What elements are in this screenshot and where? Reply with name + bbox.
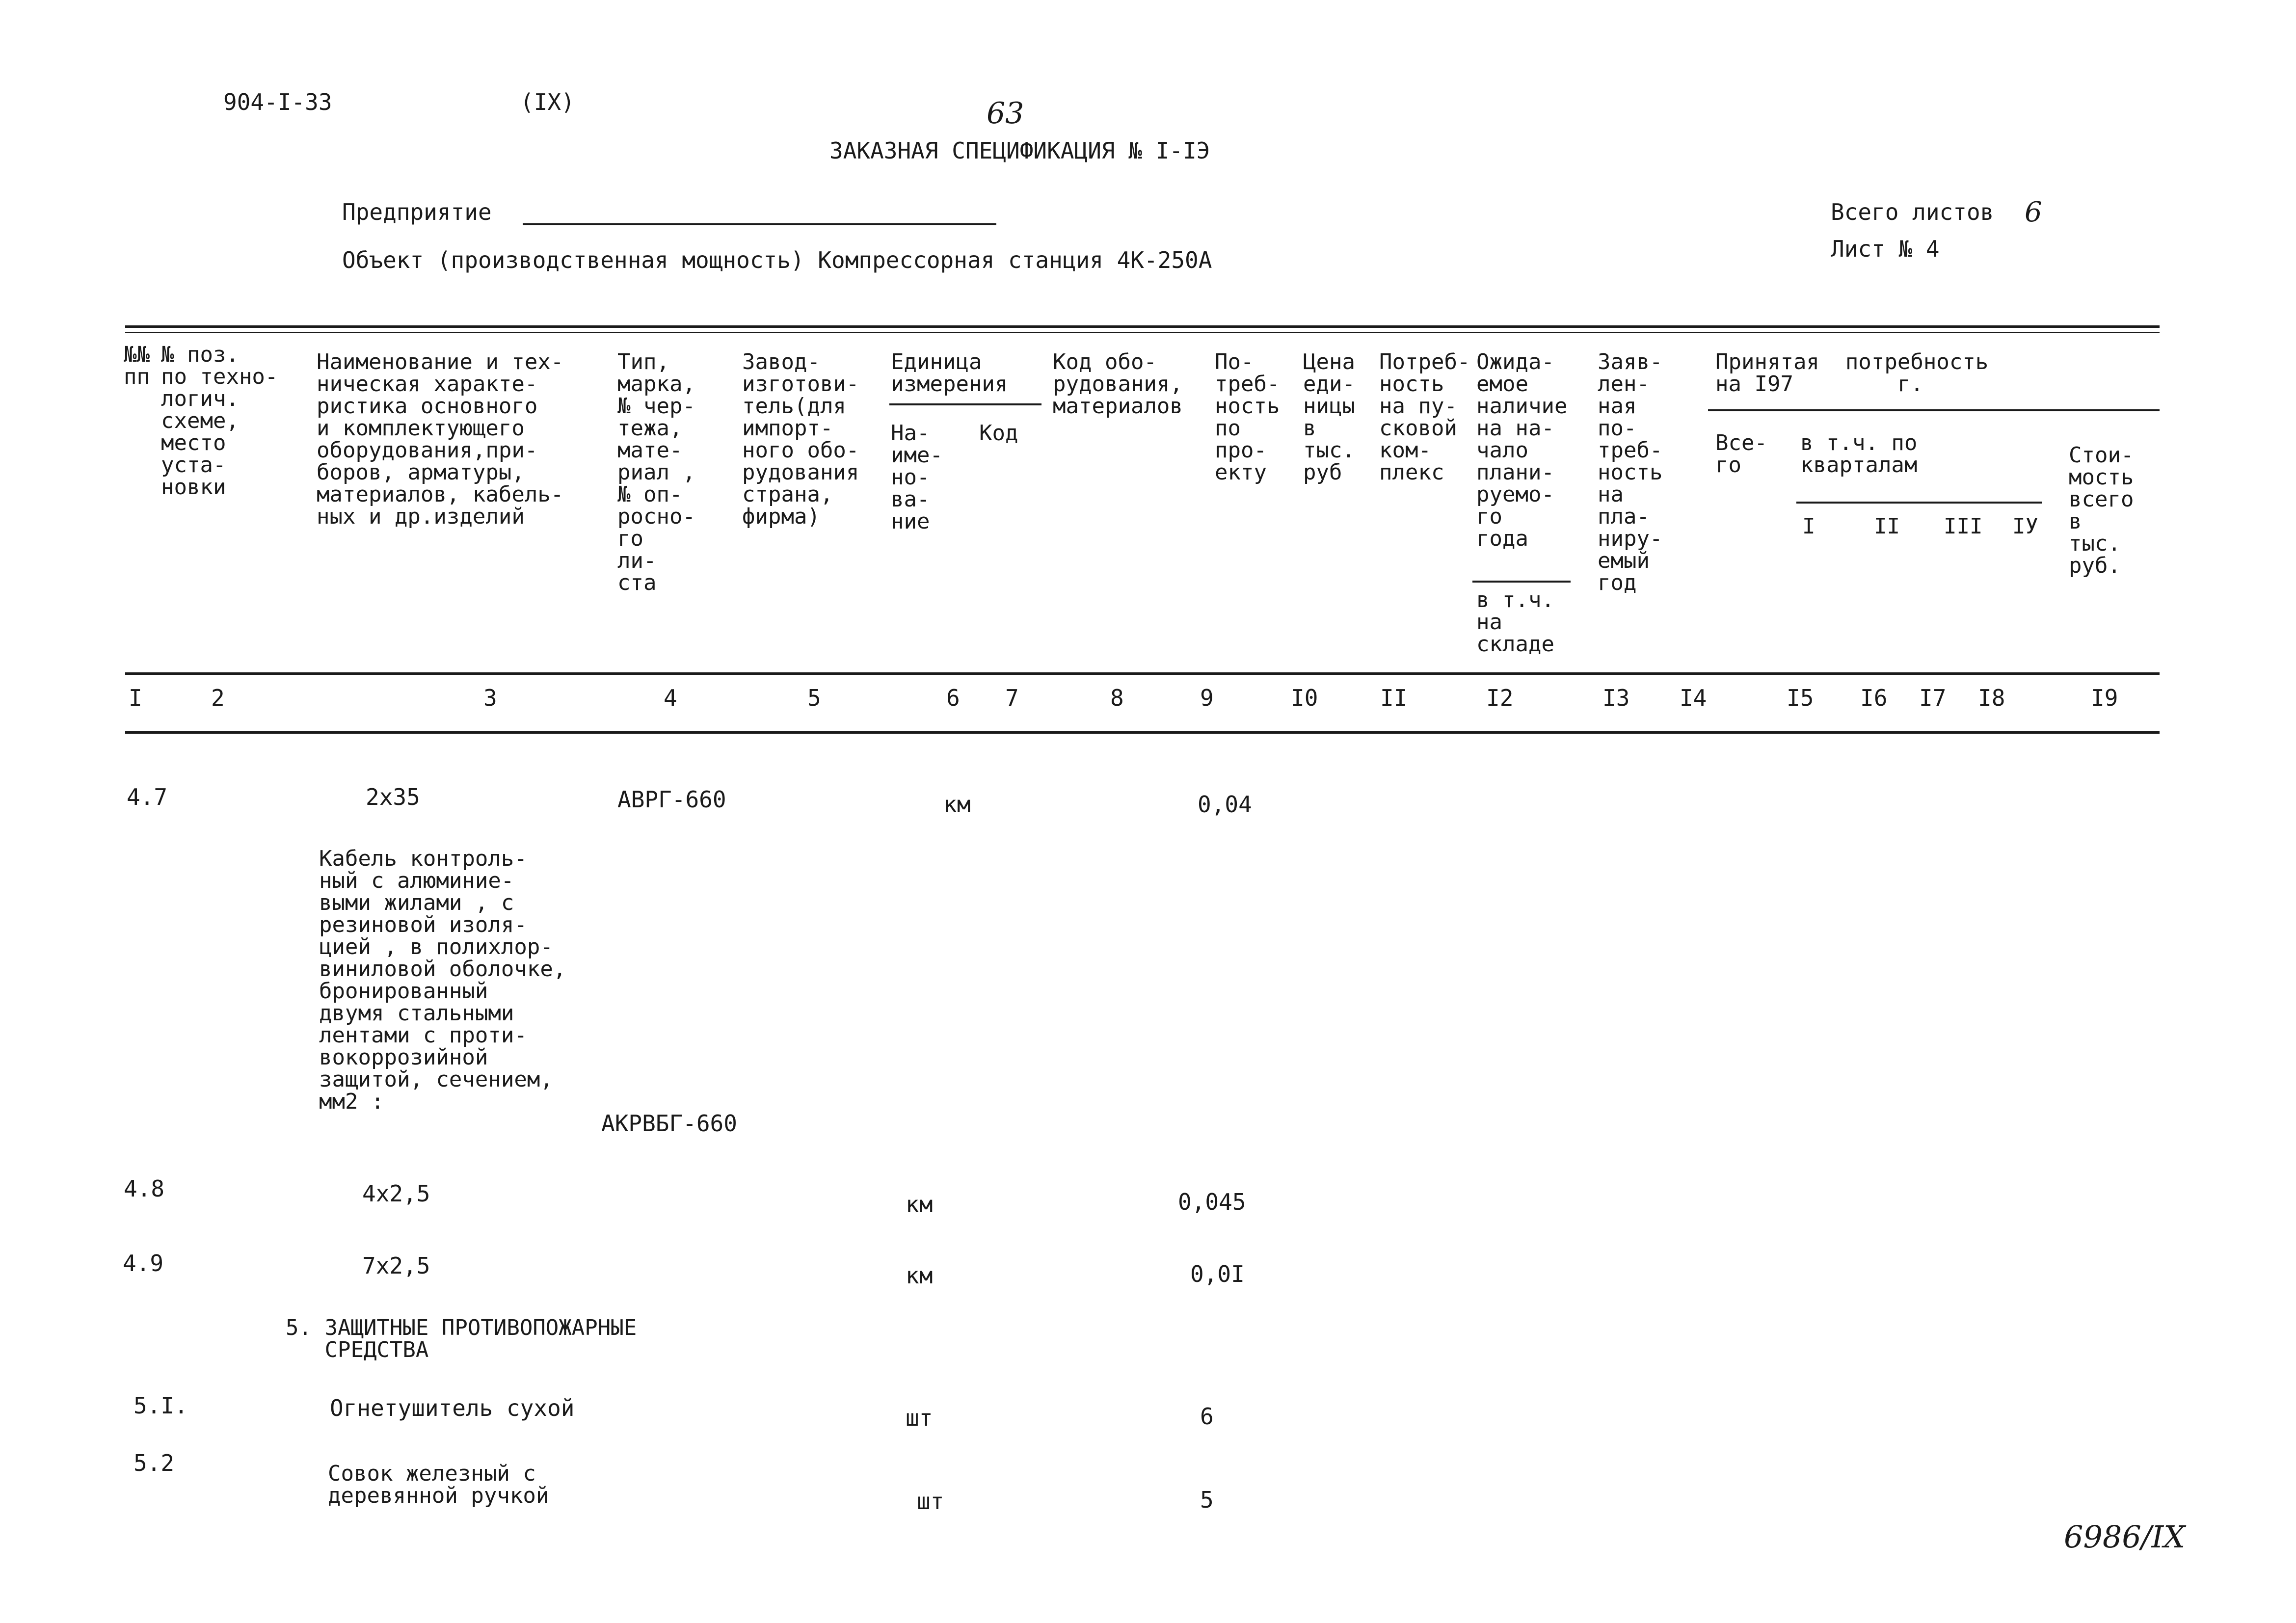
header-col-19: Стои- мость всего в тыс. руб. — [2069, 443, 2134, 578]
table-top-rule-2 — [125, 332, 2160, 333]
section-heading: 5. ЗАЩИТНЫЕ ПРОТИВОПОЖАРНЫЕ СРЕДСТВА — [286, 1315, 637, 1362]
document-part: (IX) — [520, 89, 575, 115]
quarter-4: IУ — [2012, 514, 2038, 539]
col-number: 4 — [664, 685, 677, 711]
header-col-10: Цена еди- ницы в тыс. руб — [1303, 349, 1355, 485]
row-unit: км — [943, 791, 971, 818]
row-unit: шт — [917, 1488, 944, 1515]
table-top-rule — [125, 325, 2160, 328]
stock-divider — [1472, 581, 1571, 583]
col-number: I4 — [1680, 685, 1707, 711]
row-quantity: 6 — [1200, 1403, 1214, 1430]
col-number: I8 — [1978, 685, 2005, 711]
unit-divider — [889, 403, 1041, 405]
row-number: 4.8 — [124, 1175, 165, 1202]
header-col-5: Завод- изготови- тель(для импорт- ного обо- рудования страна, фирма) — [742, 349, 859, 529]
document-code: 904-I-33 — [223, 89, 332, 115]
col-number: I5 — [1787, 685, 1814, 711]
col-number: I6 — [1860, 685, 1888, 711]
row-number: 4.9 — [123, 1250, 164, 1277]
col-number: 5 — [807, 685, 821, 711]
header-col-13: Заяв- лен- ная по- треб- ность на пла- ниру- емый год — [1598, 349, 1663, 595]
row-quantity: 0,04 — [1198, 791, 1252, 818]
row-unit: шт — [906, 1405, 933, 1431]
header-col-3: Наименование и тех- ническая характе- ристика основного и комплектующего оборудования,при- боров, арматуры, материалов, кабель- ных и др.изделий — [317, 349, 564, 529]
header-col-6-7: Единица измерения — [891, 349, 1008, 397]
enterprise-blank-line — [523, 223, 996, 225]
row-unit: км — [906, 1262, 933, 1289]
col-number: 6 — [946, 685, 960, 711]
header-col-8: Код обо- рудования, материалов — [1053, 349, 1183, 419]
total-sheets-label: Всего листов — [1831, 199, 1994, 225]
row-number: 4.7 — [127, 784, 168, 810]
sheet-number: Лист № 4 — [1831, 236, 1940, 262]
header-col-16-18: в т.ч. по кварталам — [1800, 430, 1918, 478]
col-number: I7 — [1919, 685, 1947, 711]
header-col-12: Ожида- емое наличие на на- чало плани- руемо- го года — [1476, 349, 1568, 551]
row-name: Огнетушитель сухой — [330, 1395, 575, 1421]
cable-type: АКРВБГ-660 — [601, 1110, 737, 1137]
header-col-6: На- име- но- ва- ние — [891, 421, 943, 534]
enterprise-label: Предприятие — [342, 199, 492, 225]
document-title: ЗАКАЗНАЯ СПЕЦИФИКАЦИЯ № I-IЭ — [829, 137, 1210, 164]
row-unit: км — [906, 1191, 933, 1218]
col-number: I9 — [2091, 685, 2118, 711]
header-col-15: Все- го — [1715, 430, 1767, 478]
object-label: Объект (производственная мощность) Компрессорная станция 4К-250А — [342, 247, 1212, 273]
quarter-2: II — [1874, 514, 1900, 539]
page-number: 63 — [987, 96, 1024, 131]
col-number: II — [1380, 685, 1408, 711]
quarters-divider — [1796, 502, 2042, 504]
quarter-1: I — [1802, 514, 1815, 539]
header-col-4: Тип, марка, № чер- тежа, мате- риал , № оп- росно- го ли- ста — [617, 349, 695, 595]
row-number: 5.2 — [133, 1450, 175, 1476]
col-number: I0 — [1291, 685, 1318, 711]
row-name: 7x2,5 — [362, 1252, 430, 1279]
row-name: 4x2,5 — [362, 1180, 430, 1207]
header-col-7: Код — [979, 421, 1018, 446]
cable-description: Кабель контроль- ный с алюминие- выми жилами , с резиновой изоля- цией , в полихлор- виниловой оболочке, бронированный двумя стальными лентами с проти- вокоррозийной защитой, сечением, мм2 : — [319, 846, 566, 1114]
col-number: I — [129, 685, 142, 711]
col-number: 2 — [211, 685, 225, 711]
row-quantity: 0,0I — [1190, 1261, 1245, 1287]
header-col-14-18: Принятая потребность на I97 г. — [1715, 349, 1989, 397]
header-bottom-rule — [125, 672, 2160, 675]
header-col-1: №№ пп — [124, 342, 150, 389]
row-type: АВРГ-660 — [617, 786, 726, 813]
header-col-12b: в т.ч. на складе — [1476, 587, 1554, 657]
quarter-3: III — [1944, 514, 1983, 539]
row-quantity: 0,045 — [1178, 1189, 1246, 1215]
row-quantity: 5 — [1200, 1487, 1214, 1513]
total-sheets-value: 6 — [2025, 196, 2042, 228]
col-number: I3 — [1602, 685, 1630, 711]
col-number: 8 — [1110, 685, 1124, 711]
col-number: 3 — [483, 685, 497, 711]
row-name: 2x35 — [366, 784, 420, 810]
col-number: 9 — [1200, 685, 1214, 711]
header-col-2: № поз. по техно- логич. схеме, место уста- новки — [161, 342, 278, 500]
col-number: 7 — [1005, 685, 1019, 711]
row-name: Совок железный с деревянной ручкой — [328, 1461, 549, 1508]
accepted-divider — [1708, 409, 2160, 411]
row-number: 5.I. — [133, 1392, 188, 1419]
header-col-11: Потреб- ность на пу- сковой ком- плекс — [1379, 349, 1470, 485]
col-number: I2 — [1486, 685, 1514, 711]
column-numbers-rule — [125, 731, 2160, 734]
archive-stamp: 6986/IX — [2064, 1519, 2186, 1555]
header-col-9: По- треб- ность по про- екту — [1215, 349, 1280, 485]
